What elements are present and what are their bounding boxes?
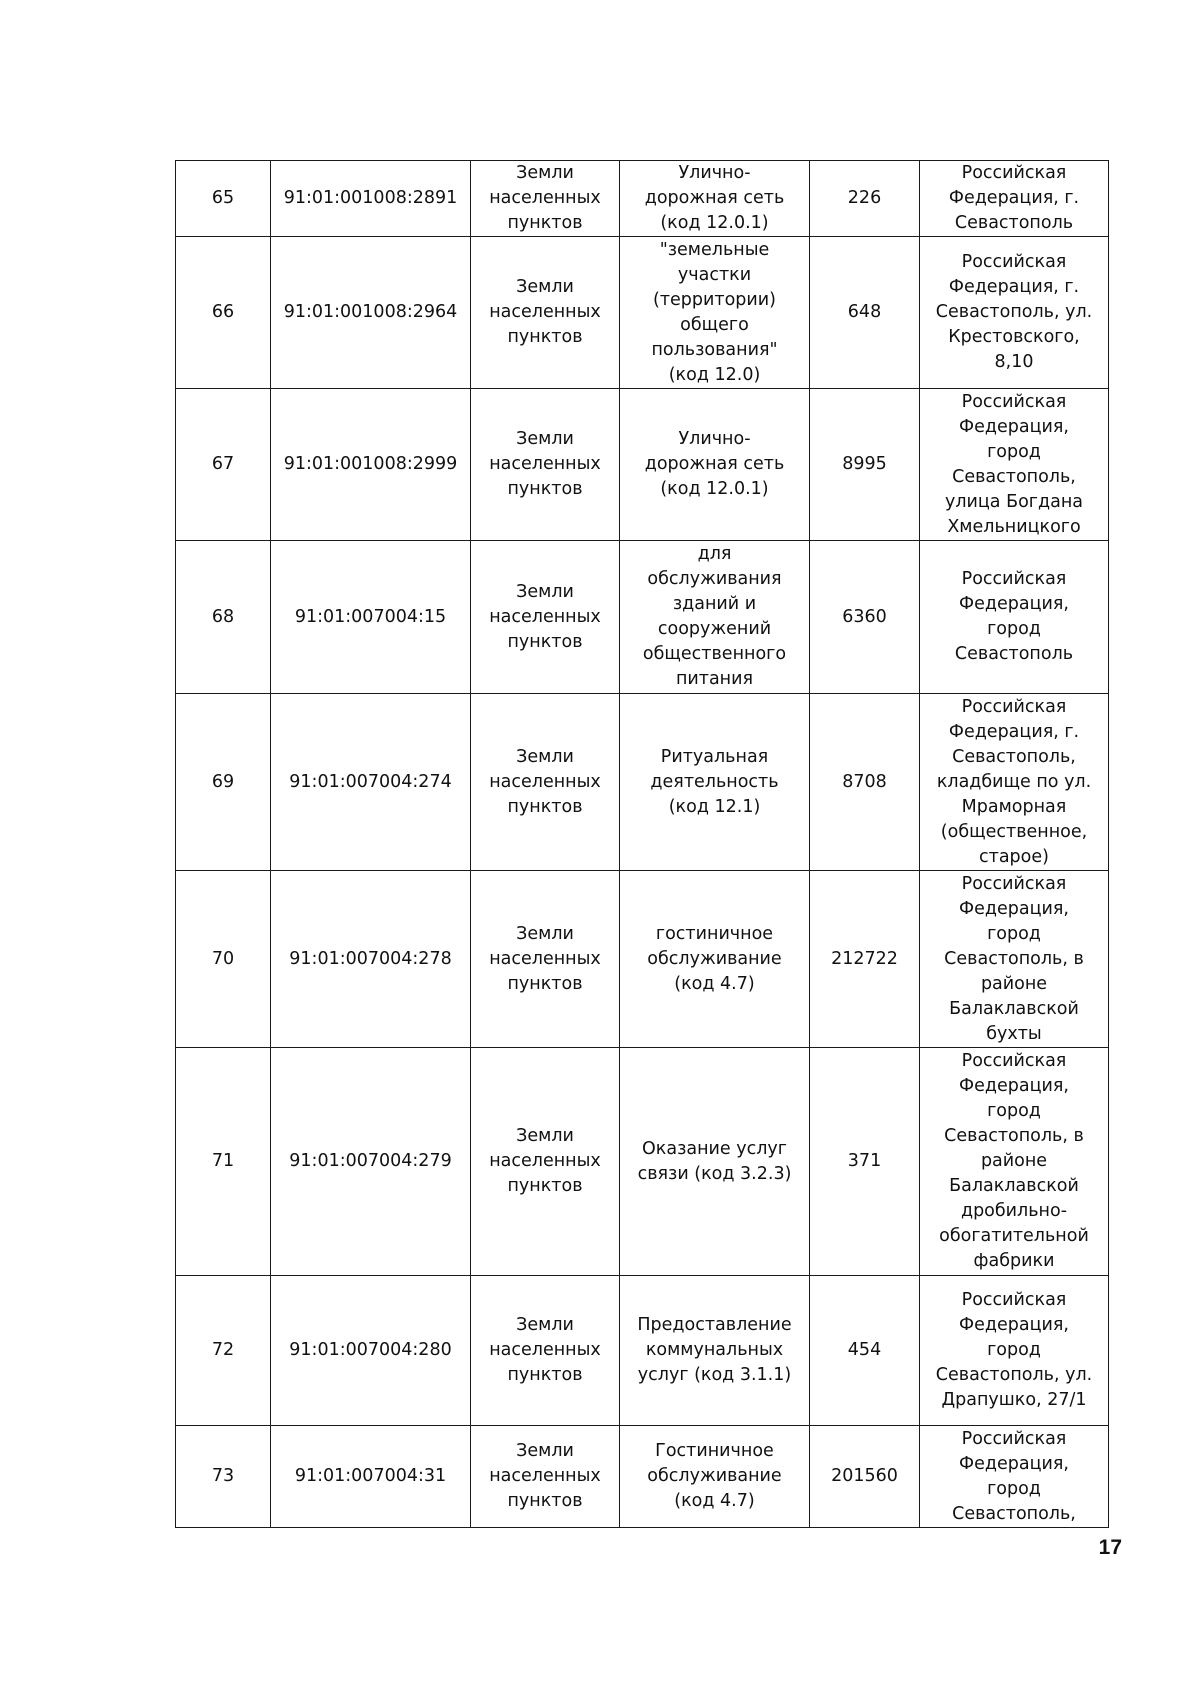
permitted-use-cell: Улично- дорожная сеть (код 12.0.1)	[620, 161, 810, 237]
row-number-cell: 73	[176, 1426, 271, 1528]
land-category-cell: Земли населенных пунктов	[471, 541, 620, 694]
permitted-use-cell: для обслуживания зданий и сооружений общественного питания	[620, 541, 810, 694]
table-row	[176, 541, 1109, 694]
permitted-use-cell: гостиничное обслуживание (код 4.7)	[620, 871, 810, 1048]
table-row	[176, 1048, 1109, 1276]
area-cell: 201560	[810, 1426, 920, 1528]
cadastral-number-cell: 91:01:007004:15	[271, 541, 471, 694]
permitted-use-cell: Оказание услуг связи (код 3.2.3)	[620, 1048, 810, 1276]
address-cell: Российская Федерация, г. Севастополь, ул. Крестовского, 8,10	[920, 237, 1109, 389]
row-number-cell: 70	[176, 871, 271, 1048]
row-number-cell: 71	[176, 1048, 271, 1276]
cadastral-number-cell: 91:01:007004:278	[271, 871, 471, 1048]
permitted-use-cell: Ритуальная деятельность (код 12.1)	[620, 694, 810, 871]
page-number: 17	[1098, 1536, 1122, 1559]
area-cell: 8708	[810, 694, 920, 871]
row-number-cell: 66	[176, 237, 271, 389]
address-cell: Российская Федерация, город Севастополь, ул. Драпушко, 27/1	[920, 1276, 1109, 1426]
address-cell: Российская Федерация, г. Севастополь, кладбище по ул. Мраморная (общественное, старое)	[920, 694, 1109, 871]
address-cell: Российская Федерация, город Севастополь, в районе Балаклавской дробильно- обогатительной фабрики	[920, 1048, 1109, 1276]
table-row	[176, 871, 1109, 1048]
table-row	[176, 1276, 1109, 1426]
table-row	[176, 237, 1109, 389]
cadastral-number-cell: 91:01:007004:31	[271, 1426, 471, 1528]
permitted-use-cell: "земельные участки (территории) общего пользования" (код 12.0)	[620, 237, 810, 389]
land-category-cell: Земли населенных пунктов	[471, 1426, 620, 1528]
cadastral-number-cell: 91:01:001008:2891	[271, 161, 471, 237]
table-row	[176, 694, 1109, 871]
row-number-cell: 69	[176, 694, 271, 871]
cadastral-number-cell: 91:01:007004:280	[271, 1276, 471, 1426]
land-category-cell: Земли населенных пунктов	[471, 871, 620, 1048]
permitted-use-cell: Предоставление коммунальных услуг (код 3.1.1)	[620, 1276, 810, 1426]
land-plots-table-body	[176, 161, 1109, 1528]
land-category-cell: Земли населенных пунктов	[471, 694, 620, 871]
address-cell: Российская Федерация, город Севастополь, улица Богдана Хмельницкого	[920, 389, 1109, 541]
cadastral-number-cell: 91:01:007004:279	[271, 1048, 471, 1276]
table-row	[176, 1426, 1109, 1528]
row-number-cell: 65	[176, 161, 271, 237]
row-number-cell: 72	[176, 1276, 271, 1426]
table-row	[176, 389, 1109, 541]
table-row	[176, 161, 1109, 237]
area-cell: 371	[810, 1048, 920, 1276]
land-plots-table	[175, 160, 1109, 1528]
permitted-use-cell: Гостиничное обслуживание (код 4.7)	[620, 1426, 810, 1528]
cadastral-number-cell: 91:01:007004:274	[271, 694, 471, 871]
row-number-cell: 68	[176, 541, 271, 694]
row-number-cell: 67	[176, 389, 271, 541]
cadastral-number-cell: 91:01:001008:2999	[271, 389, 471, 541]
cadastral-number-cell: 91:01:001008:2964	[271, 237, 471, 389]
land-category-cell: Земли населенных пунктов	[471, 161, 620, 237]
land-category-cell: Земли населенных пунктов	[471, 389, 620, 541]
address-cell: Российская Федерация, город Севастополь	[920, 541, 1109, 694]
land-category-cell: Земли населенных пунктов	[471, 237, 620, 389]
permitted-use-cell: Улично- дорожная сеть (код 12.0.1)	[620, 389, 810, 541]
address-cell: Российская Федерация, г. Севастополь	[920, 161, 1109, 237]
address-cell: Российская Федерация, город Севастополь,	[920, 1426, 1109, 1528]
area-cell: 454	[810, 1276, 920, 1426]
area-cell: 648	[810, 237, 920, 389]
area-cell: 226	[810, 161, 920, 237]
land-category-cell: Земли населенных пунктов	[471, 1276, 620, 1426]
area-cell: 8995	[810, 389, 920, 541]
area-cell: 6360	[810, 541, 920, 694]
address-cell: Российская Федерация, город Севастополь, в районе Балаклавской бухты	[920, 871, 1109, 1048]
land-category-cell: Земли населенных пунктов	[471, 1048, 620, 1276]
area-cell: 212722	[810, 871, 920, 1048]
